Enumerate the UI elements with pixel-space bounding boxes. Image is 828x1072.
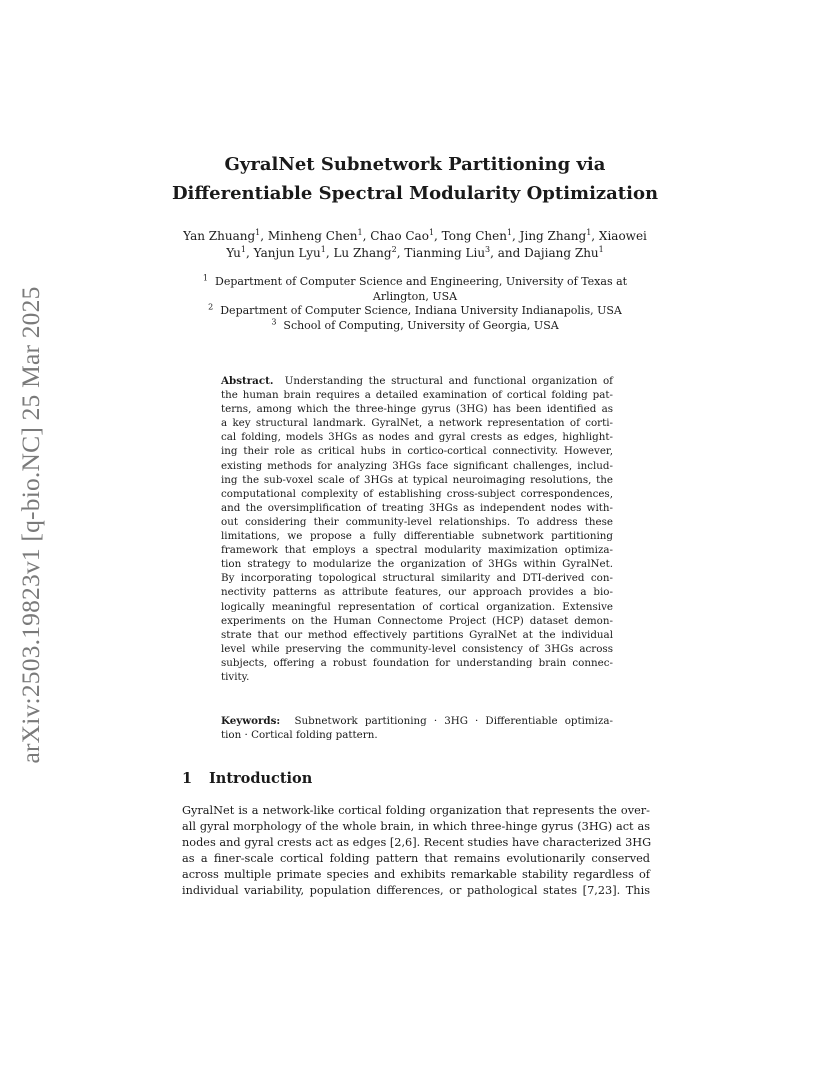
abstract-label: Abstract. bbox=[221, 375, 274, 387]
author-affiliation-mark: 3 bbox=[485, 245, 491, 254]
abstract-line: terns, among which the three-hinge gyrus (3HG) has been identified as bbox=[221, 403, 613, 416]
affiliation-number: 1 bbox=[202, 273, 208, 283]
author-name: Lu Zhang bbox=[333, 246, 392, 260]
affiliation-2 bbox=[180, 304, 650, 319]
affiliation-1-continued: Arlington, USA bbox=[372, 289, 458, 303]
introduction-paragraph bbox=[182, 803, 650, 899]
body-line: as a finer-scale cortical folding pattern that remains evolutionarily conserved bbox=[182, 852, 650, 865]
abstract-line: tivity. bbox=[221, 670, 250, 683]
author-separator: , Xiaowei bbox=[591, 229, 647, 243]
abstract-line: framework that employs a spectral modularity maximization optimiza- bbox=[221, 544, 613, 557]
body-line: GyralNet is a network-like cortical folding organization that represents the over- bbox=[182, 804, 650, 817]
affiliation-1 bbox=[180, 275, 650, 290]
keywords-label: Keywords: bbox=[221, 715, 281, 727]
paper-title bbox=[140, 150, 690, 208]
abstract-line: computational complexity of establishing cross-subject correspondences, bbox=[221, 487, 613, 500]
author-name: Tong Chen bbox=[441, 229, 507, 243]
affiliation-text: Department of Computer Science and Engineering, University of Texas at bbox=[215, 275, 628, 288]
abstract-block bbox=[221, 374, 613, 684]
author-separator: , bbox=[434, 229, 442, 243]
author-name: Chao Cao bbox=[370, 229, 429, 243]
author-affiliation-mark: 1 bbox=[240, 245, 246, 254]
section-heading-introduction bbox=[182, 770, 312, 787]
author-affiliation-mark: 1 bbox=[428, 228, 435, 237]
author-name: Yan Zhuang bbox=[183, 229, 256, 243]
author-affiliation-mark: 1 bbox=[598, 245, 604, 254]
author-name: Yu bbox=[226, 246, 241, 260]
abstract-line: subjects, offering a robust foundation for understanding brain connec- bbox=[221, 656, 613, 669]
section-number: 1 bbox=[182, 770, 193, 787]
author-line-1 bbox=[175, 228, 655, 245]
section-title: Introduction bbox=[209, 770, 313, 787]
abstract-line: By incorporating topological structural similarity and DTI-derived con- bbox=[221, 572, 613, 585]
abstract-line: and the oversimplification of treating 3HGs as independent nodes with- bbox=[221, 501, 613, 514]
keywords-block bbox=[221, 714, 613, 742]
author-affiliation-mark: 1 bbox=[506, 228, 513, 237]
body-line: across multiple primate species and exhibits remarkable stability regardless of bbox=[182, 868, 650, 881]
keywords-line: tion · Cortical folding pattern. bbox=[221, 729, 378, 742]
author-name: Tianming Liu bbox=[404, 246, 486, 260]
author-separator: , bbox=[325, 246, 334, 260]
author-separator: , bbox=[512, 229, 520, 243]
affiliation-3 bbox=[180, 316, 650, 334]
abstract-line: a key structural landmark. GyralNet, a network representation of corti- bbox=[221, 417, 613, 430]
abstract-line: logically meaningful representation of cortical organization. Extensive bbox=[221, 600, 613, 613]
author-name: Yanjun Lyu bbox=[253, 246, 321, 260]
abstract-line: nectivity patterns as attribute features, our approach provides a bio- bbox=[221, 586, 613, 599]
arxiv-identifier-stamp bbox=[11, 265, 51, 785]
author-separator: , bbox=[362, 229, 371, 243]
title-line-2: Differentiable Spectral Modularity Optimization bbox=[171, 183, 659, 204]
body-line: all gyral morphology of the whole brain, in which three-hinge gyrus (3HG) act as bbox=[182, 820, 650, 833]
abstract-line: ing their role as critical hubs in cortico-cortical connectivity. However, bbox=[221, 445, 613, 458]
affiliation-text: School of Computing, University of Georgia, USA bbox=[283, 318, 559, 332]
author-name: Jing Zhang bbox=[519, 229, 587, 243]
author-name: Dajiang Zhu bbox=[524, 246, 599, 260]
abstract-line: out considering their community-level relationships. To address these bbox=[221, 515, 613, 528]
abstract-line: level while preserving the community-level consistency of 3HGs across bbox=[221, 642, 613, 655]
body-line: nodes and gyral crests act as edges [2,6]. Recent studies have characterized 3HG bbox=[182, 836, 652, 849]
author-affiliation-mark: 1 bbox=[586, 228, 592, 237]
author-affiliation-mark: 2 bbox=[391, 245, 397, 254]
author-line-2 bbox=[175, 245, 655, 262]
title-line-1: GyralNet Subnetwork Partitioning via bbox=[224, 154, 606, 175]
author-name: Minheng Chen bbox=[267, 229, 358, 243]
abstract-line bbox=[221, 374, 613, 388]
author-affiliation-mark: 1 bbox=[320, 245, 326, 254]
author-separator: , bbox=[260, 229, 268, 243]
affiliation-number: 2 bbox=[208, 302, 214, 312]
abstract-line: existing methods for analyzing 3HGs face significant challenges, includ- bbox=[221, 459, 613, 472]
author-separator: , bbox=[396, 246, 405, 260]
abstract-line: the human brain requires a detailed examination of cortical folding pat- bbox=[221, 389, 613, 402]
abstract-line: tion strategy to modularize the organization of 3HGs within GyralNet. bbox=[221, 558, 613, 571]
abstract-line: experiments on the Human Connectome Project (HCP) dataset demon- bbox=[221, 614, 613, 627]
author-separator: , and bbox=[490, 246, 525, 260]
abstract-first-line-text: Understanding the structural and functional organization of bbox=[284, 375, 613, 387]
abstract-line: strate that our method effectively partitions GyralNet at the individual bbox=[221, 628, 613, 641]
abstract-line: ing the sub-voxel scale of 3HGs at typical neuroimaging resolutions, the bbox=[221, 473, 613, 486]
author-list bbox=[175, 228, 655, 262]
abstract-line: limitations, we propose a fully differentiable subnetwork partitioning bbox=[221, 530, 613, 543]
affiliation-number: 3 bbox=[271, 316, 277, 326]
arxiv-identifier-text: arXiv:2503.19823v1 [q-bio.NC] 25 Mar 2025 bbox=[16, 286, 45, 764]
keywords-text: Subnetwork partitioning · 3HG · Differentiable optimiza- bbox=[294, 715, 614, 727]
affiliation-list bbox=[180, 275, 650, 333]
author-separator: , bbox=[245, 246, 254, 260]
body-line: individual variability, population differences, or pathological states [7,23]. This bbox=[182, 884, 650, 897]
affiliation-text: Department of Computer Science, Indiana University Indianapolis, USA bbox=[220, 304, 622, 317]
abstract-line: cal folding, models 3HGs as nodes and gyral crests as edges, highlight- bbox=[221, 431, 613, 444]
author-affiliation-mark: 1 bbox=[357, 228, 363, 237]
keywords-line bbox=[221, 714, 613, 728]
author-affiliation-mark: 1 bbox=[255, 228, 261, 237]
